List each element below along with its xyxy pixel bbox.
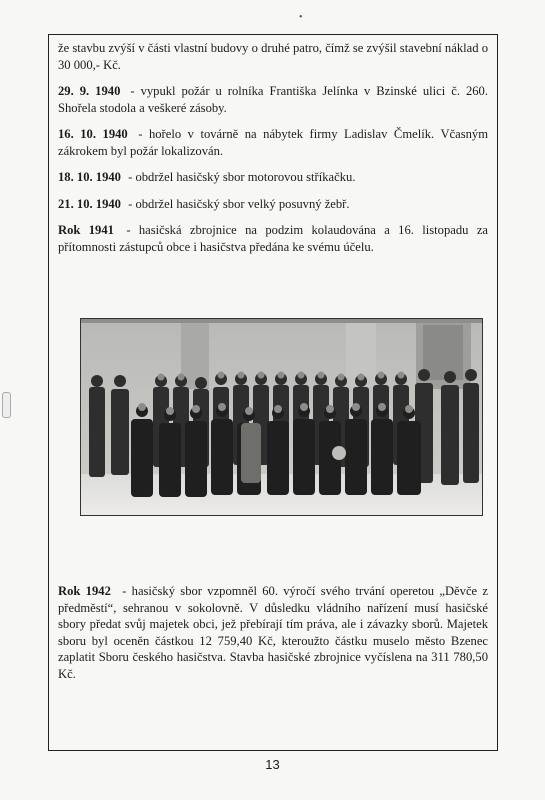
- entry-text: - hasičská zbrojnice na podzim kolaudována a 16. listopadu za přítomnosti zástupců obce i hasičstva předána ke svému účelu.: [58, 223, 488, 254]
- entry-date: 29. 9. 1940: [58, 84, 121, 98]
- entry-date: Rok 1942: [58, 584, 111, 598]
- group-photo: [80, 318, 483, 516]
- entry-date: Rok 1941: [58, 223, 114, 237]
- entry-1940-10-18: [58, 169, 488, 186]
- entry-1940-10-21: [58, 196, 488, 213]
- binder-hole-mark: [2, 392, 11, 418]
- entry-date: 16. 10. 1940: [58, 127, 128, 141]
- page-number: 13: [265, 757, 280, 772]
- entry-date: 21. 10. 1940: [58, 196, 121, 211]
- page-content: [58, 40, 488, 265]
- entry-text: - hořelo v továrně na nábytek firmy Ladislav Čmelík. Včasným zákrokem byl požár lokalizován.: [58, 127, 489, 158]
- entry-text: - hasičský sbor vzpomněl 60. výročí svého trvání operetou „Děvče z předměstí“, sehranou v sokolovně. V důsledku vládního nařízení musí hasičské sbory předat svůj majetek obci, jež přebírají tím práva, ale i závazky sborů. Majetek sboru byl oceněn částkou 12 759,40 Kč, kteroužto částku muselo město Bzenec zaplatit Sboru českého hasičstva. Stavba hasičské zbrojnice vyčíslena na 311 780,50 Kč.: [58, 584, 488, 681]
- entry-1942: [58, 583, 488, 682]
- group-photo-illustration: [81, 319, 482, 515]
- top-dot-mark: •: [299, 12, 303, 23]
- entry-text: - obdržel hasičský sbor motorovou stříkačku.: [128, 170, 356, 184]
- entry-1940-10-16: [58, 126, 488, 159]
- entry-text: - vypukl požár u rolníka Františka Jelínka v Bzinské ulici č. 260. Shořela stodola a veškeré zásoby.: [58, 84, 488, 115]
- entry-1941: [58, 222, 488, 255]
- entry-date: 18. 10. 1940: [58, 170, 121, 184]
- intro-paragraph: že stavbu zvýší v části vlastní budovy o druhé patro, čímž se zvýšil stavební náklad o 30 000,- Kč.: [58, 41, 488, 72]
- entry-1940-09-29: [58, 83, 488, 116]
- entry-text: - obdržel hasičský sbor velký posuvný žebř.: [128, 196, 350, 211]
